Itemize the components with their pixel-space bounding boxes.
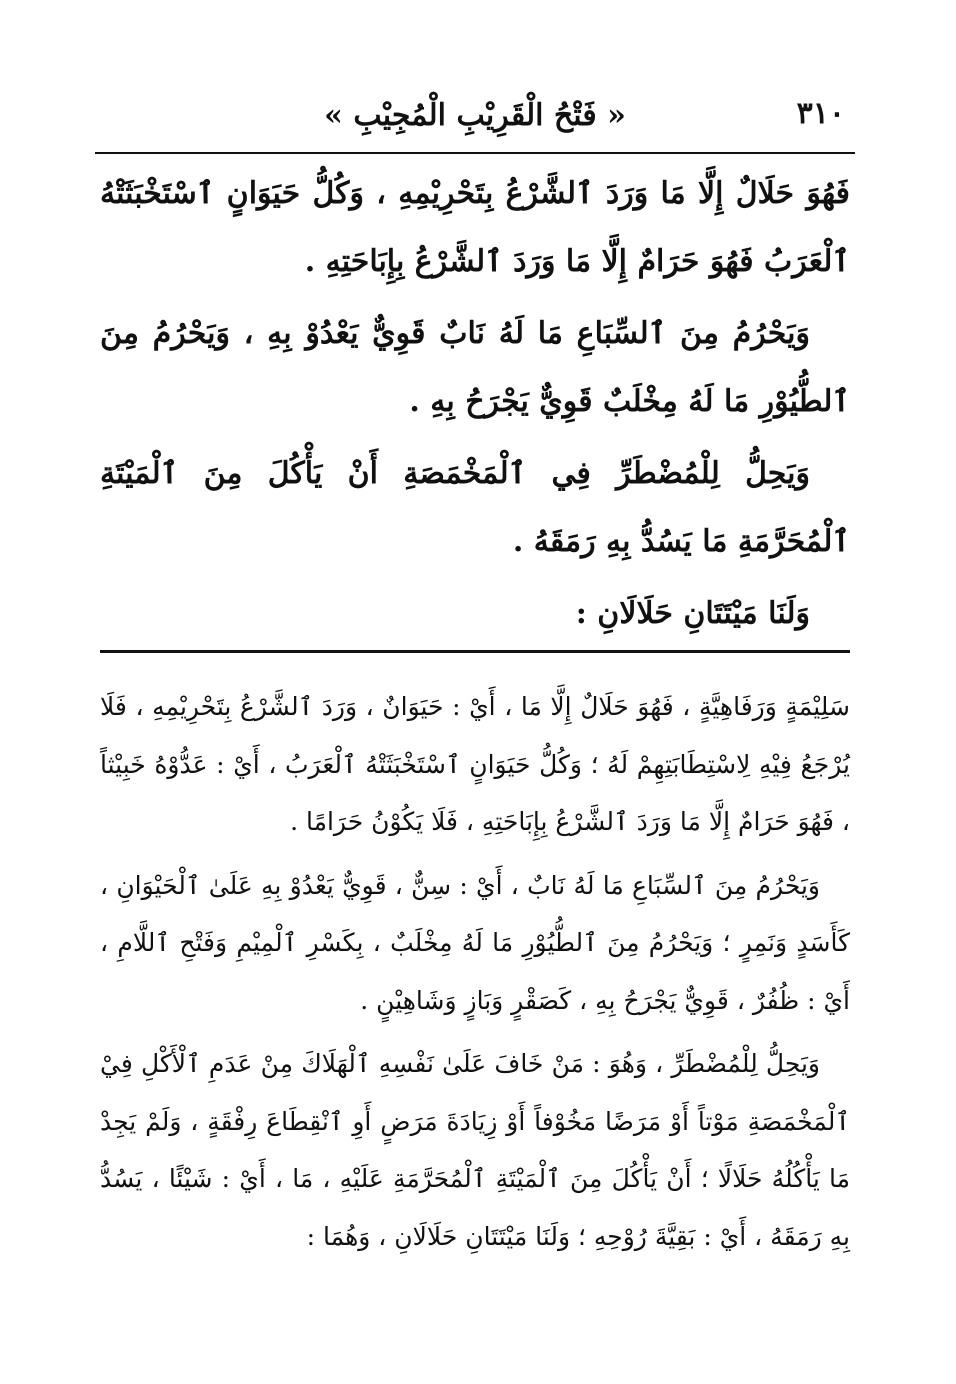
- header-divider: [95, 152, 855, 154]
- commentary-paragraph: وَيَحِلُّ لِلْمُضْطَرِّ ، وَهُوَ : مَنْ خَافَ عَلَىٰ نَفْسِهِ ٱلْهَلَاكَ مِنْ عَدَمِ ٱلْأَكْلِ فِيْ ٱلْمَخْمَصَةِ مَوْتاً أَوْ مَرَضًا مَخُوْفاً أَوْ زِيَادَةَ مَرَضٍ أَوِ ٱنْقِطَاعَ رِفْقَةٍ ، وَلَمْ يَجِدْ مَا يَأْكُلُهُ حَلَالًا ؛ أَنْ يَأْكُلَ مِنَ ٱلْمَيْتَةِ ٱلْمُحَرَّمَةِ عَلَيْهِ ، مَا ، أَيْ : شَيْئًا ، يَسُدُّ بِهِ رَمَقَهُ ، أَيْ : بَقِيَّةَ رُوْحِهِ ؛ وَلَنَا مَيْتَتَانِ حَلَالَانِ ، وَهُمَا :: [100, 1049, 850, 1251]
- commentary-paragraph: وَيَحْرُمُ مِنَ ٱلسِّبَاعِ مَا لَهُ نَابٌ ، أَيْ : سِنٌّ ، قَوِيٌّ يَعْدُوْ بِهِ عَلَىٰ ٱلْحَيْوَانِ ، كَأَسَدٍ وَنَمِرٍ ؛ وَيَحْرُمُ مِنَ ٱلطُّيُوْرِ مَا لَهُ مِخْلَبٌ ، بِكَسْرِ ٱلْمِيْمِ وَفَتْحِ ٱللَّامِ ، أَيْ : ظُفُرٌ ، قَوِيٌّ يَجْرَحُ بِهِ ، كَصَقْرٍ وَبَازٍ وَشَاهِيْنٍ .: [100, 870, 850, 1015]
- main-paragraph: فَهُوَ حَلَالٌ إِلَّا مَا وَرَدَ ٱلشَّرْعُ بِتَحْرِيْمِهِ ، وَكُلُّ حَيَوَانٍ ٱسْتَخْبَثَتْهُ ٱلْعَرَبُ فَهُوَ حَرَامٌ إِلَّا مَا وَرَدَ ٱلشَّرْعُ بِإِبَاحَتِهِ .: [100, 176, 850, 279]
- main-paragraph: وَيَحِلُّ لِلْمُضْطَرِّ فِي ٱلْمَخْمَصَةِ أَنْ يَأْكُلَ مِنَ ٱلْمَيْتَةِ ٱلْمُحَرَّمَةِ مَا يَسُدُّ بِهِ رَمَقَهُ .: [100, 456, 850, 559]
- commentary-paragraph: سَلِيْمَةٍ وَرَفَاهِيَّةٍ ، فَهُوَ حَلَالٌ إِلَّا مَا ، أَيْ : حَيَوَانٌ ، وَرَدَ ٱلشَّرْعُ بِتَحْرِيْمِهِ ، فَلَا يُرْجَعُ فِيْهِ لِاسْتِطَابَتِهِمْ لَهُ ؛ وَكُلُّ حَيَوَانٍ ٱسْتَخْبَثَتْهُ ٱلْعَرَبُ ، أَيْ : عَدُّوْهُ خَبِيْثاً ، فَهُوَ حَرَامٌ إِلَّا مَا وَرَدَ ٱلشَّرْعُ بِإِبَاحَتِهِ ، فَلَا يَكُوْنُ حَرَامًا .: [100, 692, 850, 836]
- page-header: [95, 96, 855, 140]
- main-text: [100, 160, 850, 652]
- commentary-divider: [100, 650, 850, 653]
- commentary-text: [100, 678, 850, 1271]
- main-paragraph: وَيَحْرُمُ مِنَ ٱلسِّبَاعِ مَا لَهُ نَابٌ قَوِيٌّ يَعْدُوْ بِهِ ، وَيَحْرُمُ مِنَ ٱلطُّيُوْرِ مَا لَهُ مِخْلَبٌ قَوِيٌّ يَجْرَحُ بِهِ .: [100, 316, 850, 419]
- page-number: ٣١٠: [796, 96, 845, 131]
- running-title: « فَتْحُ الْقَرِيْبِ الْمُجِيْبِ »: [324, 98, 626, 133]
- main-paragraph: وَلَنَا مَيْتَتَانِ حَلَالَانِ :: [575, 596, 810, 631]
